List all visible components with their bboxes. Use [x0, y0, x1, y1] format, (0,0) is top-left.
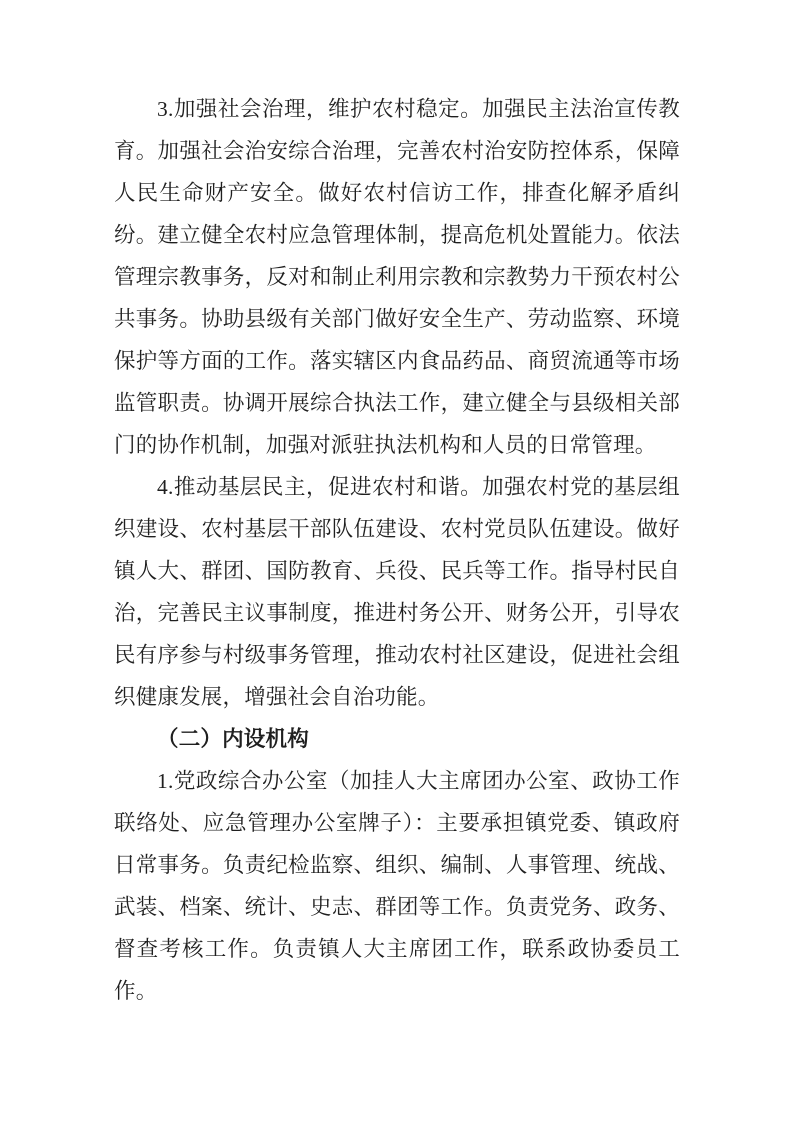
paragraph-grassroots-democracy: 4.推动基层民主，促进农村和谐。加强农村党的基层组织建设、农村基层干部队伍建设、农村党员队伍建设。做好镇人大、群团、国防教育、兵役、民兵等工作。指导村民自治，完善民主议事制度，推进村务公开、财务公开，引导农民有序参与村级事务管理，推动农村社区建设，促进社会组织健康发展，增强社会自治功能。 [114, 475, 680, 709]
section-heading-internal-organs: （二）内设机构 [157, 727, 309, 751]
document-text-block [114, 88, 680, 1012]
paragraph-party-gov-office: 1.党政综合办公室（加挂人大主席团办公室、政协工作联络处、应急管理办公室牌子）：主要承担镇党委、镇政府日常事务。负责纪检监察、组织、编制、人事管理、统战、武装、档案、统计、史志、群团等工作。负责党务、政务、督查考核工作。负责镇人大主席团工作，联系政协委员工作。 [114, 769, 680, 1003]
paragraph-social-governance: 3.加强社会治理，维护农村稳定。加强民主法治宣传教育。加强社会治安综合治理，完善农村治安防控体系，保障人民生命财产安全。做好农村信访工作，排查化解矛盾纠纷。建立健全农村应急管理体制，提高危机处置能力。依法管理宗教事务，反对和制止利用宗教和宗教势力干预农村公共事务。协助县级有关部门做好安全生产、劳动监察、环境保护等方面的工作。落实辖区内食品药品、商贸流通等市场监管职责。协调开展综合执法工作，建立健全与县级相关部门的协作机制，加强对派驻执法机构和人员的日常管理。 [114, 97, 680, 457]
